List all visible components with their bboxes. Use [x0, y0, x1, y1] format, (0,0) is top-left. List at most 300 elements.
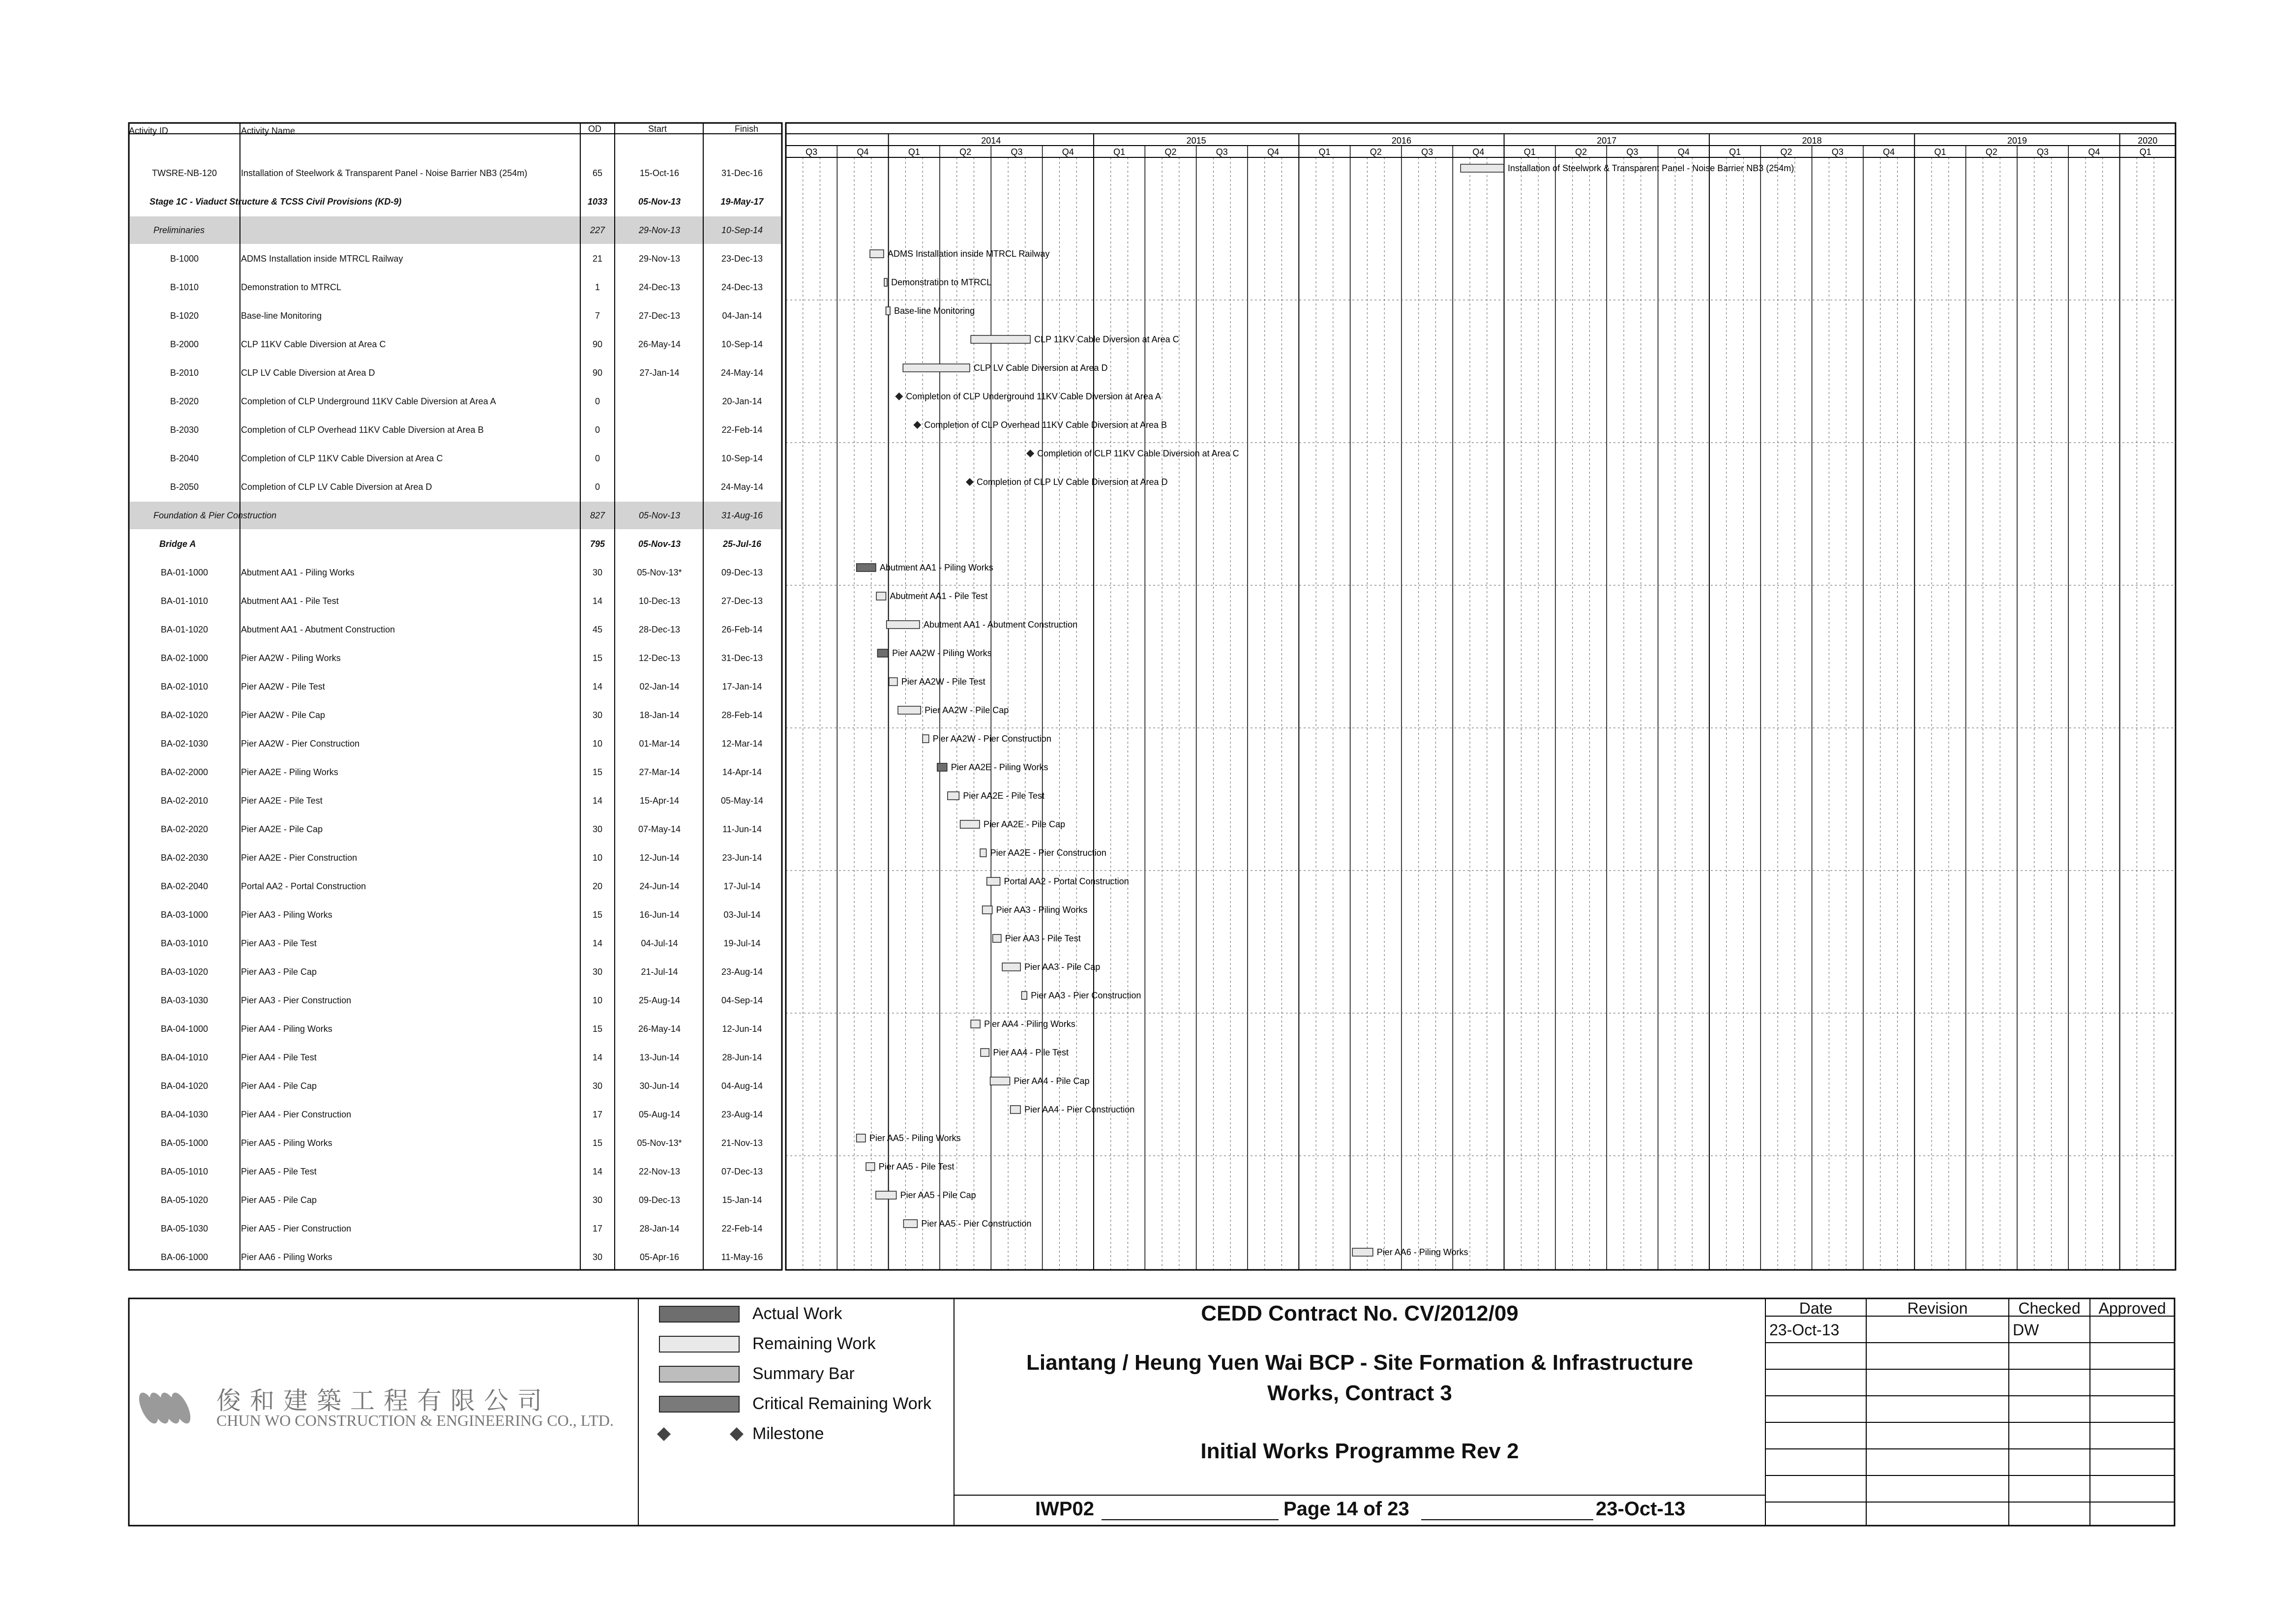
start-cell: 29-Nov-13 — [638, 225, 681, 235]
activity-name-cell: ADMS Installation inside MTRCL Railway — [241, 254, 403, 264]
finish-cell: 19-May-17 — [720, 197, 764, 207]
od-cell: 14 — [592, 596, 603, 606]
finish-cell: 03-Jul-14 — [723, 910, 761, 920]
milestone-icon — [966, 478, 974, 486]
od-cell: 65 — [592, 168, 603, 178]
col-header-od: OD — [588, 124, 601, 134]
activity-id-cell: B-2010 — [170, 368, 199, 378]
company-name-en: CHUN WO CONSTRUCTION & ENGINEERING CO., LTD. — [216, 1412, 614, 1429]
legend-label-summary-bar: Summary Bar — [752, 1364, 855, 1383]
activity-id-cell: BA-05-1000 — [160, 1138, 209, 1148]
start-cell: 04-Jul-14 — [641, 938, 678, 948]
activity-id-cell: TWSRE-NB-120 — [151, 168, 217, 178]
legend-label-critical-remaining-work: Critical Remaining Work — [752, 1394, 932, 1413]
bar-label: Pier AA5 - Pile Test — [878, 1162, 954, 1172]
activity-name-cell: Pier AA2W - Pile Cap — [241, 710, 326, 720]
finish-cell: 25-Jul-16 — [722, 539, 762, 549]
activity-name-cell: Installation of Steelwork & Transparent Panel - Noise Barrier NB3 (254m) — [241, 168, 528, 178]
finish-cell: 31-Dec-16 — [721, 168, 763, 178]
quarter-label: Q1 — [1729, 147, 1741, 157]
start-cell: 25-Aug-14 — [638, 995, 681, 1005]
task-bar — [857, 1134, 865, 1142]
start-cell: 01-Mar-14 — [639, 739, 680, 749]
activity-name-cell: Abutment AA1 - Piling Works — [241, 568, 355, 577]
finish-cell: 12-Mar-14 — [721, 739, 763, 749]
bar-label: Pier AA5 - Pile Cap — [900, 1190, 976, 1200]
finish-cell: 04-Sep-14 — [721, 995, 763, 1005]
quarter-label: Q1 — [1523, 147, 1536, 157]
od-cell: 7 — [595, 311, 600, 321]
start-cell: 05-Nov-13* — [637, 568, 682, 577]
task-bar — [870, 250, 884, 258]
summary-label: Stage 1C - Viaduct Structure & TCSS Civil Provisions (KD-9) — [149, 197, 402, 207]
od-cell: 17 — [592, 1224, 603, 1233]
quarter-label: Q3 — [1626, 147, 1639, 157]
bar-label: Completion of CLP 11KV Cable Diversion at Area C — [1037, 449, 1239, 458]
od-cell: 15 — [592, 1138, 603, 1148]
od-cell: 90 — [592, 339, 603, 349]
legend-label-milestone: Milestone — [752, 1424, 824, 1443]
task-bar — [887, 621, 920, 629]
od-cell: 30 — [592, 1252, 603, 1262]
start-cell: 27-Dec-13 — [638, 311, 681, 321]
table-row — [130, 245, 780, 272]
od-cell: 14 — [592, 1053, 603, 1062]
table-row — [130, 473, 780, 501]
start-cell: 05-Nov-13 — [638, 539, 681, 549]
activity-name-cell: Pier AA4 - Pile Cap — [241, 1081, 317, 1091]
table-row — [130, 445, 780, 472]
table-row — [130, 758, 780, 786]
start-cell: 05-Nov-13 — [638, 197, 681, 207]
table-row — [130, 273, 780, 301]
activity-id-cell: BA-02-2040 — [160, 881, 209, 891]
task-bar — [980, 849, 986, 857]
legend-label-remaining-work: Remaining Work — [752, 1334, 876, 1353]
finish-cell: 05-May-14 — [720, 796, 764, 806]
year-label: 2019 — [2007, 136, 2027, 146]
od-cell: 0 — [595, 453, 600, 463]
start-cell: 21-Jul-14 — [641, 967, 678, 977]
bar-label: CLP LV Cable Diversion at Area D — [973, 363, 1108, 373]
task-bar — [987, 877, 1000, 885]
start-cell: 09-Dec-13 — [638, 1195, 681, 1205]
quarter-label: Q1 — [1934, 147, 1946, 157]
activity-id-cell: BA-02-2010 — [160, 796, 209, 806]
activity-name-cell: CLP 11KV Cable Diversion at Area C — [241, 339, 386, 349]
task-bar — [884, 278, 887, 286]
task-bar — [1002, 963, 1020, 971]
band-label: Preliminaries — [153, 225, 205, 235]
od-cell: 30 — [592, 710, 603, 720]
year-label: 2015 — [1186, 136, 1206, 146]
rev-row-checked: DW — [2013, 1321, 2039, 1339]
activity-name-cell: Pier AA3 - Pier Construction — [241, 995, 352, 1005]
bar-label: Pier AA5 - Pier Construction — [921, 1219, 1032, 1229]
activity-id-cell: BA-05-1010 — [160, 1167, 209, 1176]
od-cell: 15 — [592, 1024, 603, 1034]
rev-row-date: 23-Oct-13 — [1769, 1321, 1840, 1339]
quarter-label: Q2 — [1985, 147, 1998, 157]
year-label: 2020 — [2138, 136, 2158, 146]
table-row — [130, 1101, 780, 1128]
activity-id-cell: B-2030 — [170, 425, 199, 435]
year-label: 2018 — [1802, 136, 1822, 146]
activity-name-cell: Pier AA5 - Piling Works — [241, 1138, 332, 1148]
table-row — [130, 1158, 780, 1185]
finish-cell: 07-Dec-13 — [721, 1167, 763, 1176]
table-row — [130, 587, 780, 615]
start-cell: 24-Dec-13 — [638, 282, 681, 292]
quarter-label: Q3 — [1011, 147, 1023, 157]
od-cell: 17 — [592, 1110, 603, 1119]
quarter-label: Q1 — [908, 147, 920, 157]
task-bar — [923, 735, 929, 743]
table-row — [130, 416, 780, 444]
task-bar — [981, 1049, 989, 1056]
quarter-label: Q3 — [2037, 147, 2049, 157]
activity-id-cell: BA-02-2000 — [160, 767, 209, 777]
finish-cell: 15-Jan-14 — [722, 1195, 762, 1205]
bar-label: Completion of CLP Underground 11KV Cable Diversion at Area A — [906, 391, 1161, 401]
start-cell: 13-Jun-14 — [639, 1053, 680, 1062]
task-bar — [960, 820, 980, 828]
finish-cell: 21-Nov-13 — [721, 1138, 763, 1148]
task-bar — [898, 706, 921, 714]
start-cell: 15-Oct-16 — [639, 168, 680, 178]
task-bar — [903, 1220, 917, 1228]
legend-label-actual-work: Actual Work — [752, 1304, 842, 1323]
bar-label: CLP 11KV Cable Diversion at Area C — [1034, 334, 1179, 344]
activity-name-cell: Pier AA2E - Pier Construction — [241, 853, 358, 863]
activity-id-cell: BA-02-1010 — [160, 682, 209, 692]
od-cell: 1033 — [587, 197, 608, 207]
task-bar — [876, 592, 886, 600]
start-cell: 05-Apr-16 — [639, 1252, 680, 1262]
company-name-cn: 俊和建築工程有限公司 — [216, 1386, 551, 1415]
activity-id-cell: B-2050 — [170, 482, 199, 492]
activity-name-cell: Pier AA6 - Piling Works — [241, 1252, 332, 1262]
od-cell: 90 — [592, 368, 603, 378]
activity-name-cell: Completion of CLP LV Cable Diversion at Area D — [241, 482, 432, 492]
bar-label: Pier AA2E - Pile Cap — [983, 819, 1066, 829]
table-row — [130, 673, 780, 700]
od-cell: 0 — [595, 425, 600, 435]
page-number: Page 14 of 23 — [1283, 1498, 1409, 1520]
finish-cell: 28-Feb-14 — [721, 710, 763, 720]
activity-id-cell: B-1010 — [170, 282, 199, 292]
task-bar — [857, 564, 876, 571]
activity-id-cell: B-1020 — [170, 311, 199, 321]
table-row — [130, 901, 780, 929]
task-bar — [990, 1077, 1010, 1085]
quarter-label: Q2 — [1575, 147, 1587, 157]
task-bar — [903, 364, 970, 372]
quarter-label: Q4 — [2088, 147, 2100, 157]
bar-label: ADMS Installation inside MTRCL Railway — [887, 249, 1050, 259]
quarter-label: Q4 — [1267, 147, 1280, 157]
legend-milestone-icon — [649, 1424, 747, 1444]
bar-label: Base-line Monitoring — [894, 306, 975, 316]
finish-cell: 11-Jun-14 — [722, 824, 762, 834]
bar-label: Pier AA4 - Pier Construction — [1024, 1105, 1135, 1114]
start-cell: 18-Jan-14 — [639, 710, 680, 720]
finish-cell: 24-May-14 — [720, 482, 764, 492]
finish-cell: 31-Aug-16 — [721, 511, 763, 520]
od-cell: 795 — [590, 539, 605, 549]
table-row — [130, 1215, 780, 1242]
bar-label: Pier AA2W - Pier Construction — [932, 734, 1051, 744]
rev-header-date: Date — [1799, 1299, 1833, 1317]
finish-cell: 24-Dec-13 — [721, 282, 763, 292]
bar-label: Pier AA4 - Pile Cap — [1014, 1076, 1090, 1086]
bar-label: Completion of CLP Overhead 11KV Cable Diversion at Area B — [924, 420, 1167, 430]
od-cell: 10 — [592, 739, 603, 749]
activity-id-cell: BA-02-1030 — [160, 739, 209, 749]
bar-label: Pier AA3 - Pile Cap — [1024, 962, 1101, 972]
od-cell: 30 — [592, 967, 603, 977]
table-row — [130, 730, 780, 757]
quarter-label: Q2 — [1370, 147, 1382, 157]
task-bar — [948, 792, 959, 800]
table-row — [130, 701, 780, 729]
programme-ref: IWP02 — [1035, 1498, 1095, 1520]
activity-name-cell: Pier AA4 - Pile Test — [241, 1053, 317, 1062]
quarter-label: Q4 — [1062, 147, 1074, 157]
task-bar — [866, 1163, 875, 1171]
activity-name-cell: Completion of CLP 11KV Cable Diversion at Area C — [241, 453, 443, 463]
start-cell: 12-Jun-14 — [639, 853, 680, 863]
task-bar — [971, 335, 1030, 343]
table-row — [130, 644, 780, 672]
task-bar — [889, 678, 897, 686]
bar-label: Pier AA4 - Pile Test — [993, 1048, 1069, 1057]
quarter-label: Q3 — [1421, 147, 1433, 157]
quarter-label: Q4 — [1472, 147, 1485, 157]
activity-id-cell: BA-04-1010 — [160, 1053, 209, 1062]
activity-id-cell: BA-03-1010 — [160, 938, 209, 948]
activity-id-cell: BA-04-1030 — [160, 1110, 209, 1119]
activity-id-cell: B-2040 — [170, 453, 199, 463]
activity-name-cell: Completion of CLP Underground 11KV Cable Diversion at Area A — [241, 396, 496, 406]
finish-cell: 23-Aug-14 — [721, 1110, 763, 1119]
activity-id-cell: BA-03-1020 — [160, 967, 209, 977]
quarter-label: Q2 — [1780, 147, 1792, 157]
bar-label: Completion of CLP LV Cable Diversion at Area D — [976, 477, 1168, 487]
od-cell: 827 — [590, 511, 605, 520]
activity-id-cell: BA-05-1030 — [160, 1224, 209, 1233]
quarter-label: Q1 — [2139, 147, 2151, 157]
table-row — [130, 159, 780, 187]
activity-id-cell: BA-02-1020 — [160, 710, 209, 720]
activity-id-cell: BA-03-1030 — [160, 995, 209, 1005]
activity-name-cell: Pier AA2E - Piling Works — [241, 767, 338, 777]
start-cell: 29-Nov-13 — [638, 254, 681, 264]
bar-label: Pier AA2E - Piling Works — [951, 762, 1048, 772]
rev-header-checked: Checked — [2018, 1299, 2081, 1317]
start-cell: 12-Dec-13 — [638, 653, 681, 663]
od-cell: 30 — [592, 1195, 603, 1205]
finish-cell: 20-Jan-14 — [722, 396, 762, 406]
col-header-activity-name: Activity Name — [241, 126, 296, 136]
project-title-line1: Liantang / Heung Yuen Wai BCP - Site Formation & Infrastructure — [1026, 1351, 1693, 1375]
summary-label: Bridge A — [159, 539, 196, 549]
od-cell: 1 — [595, 282, 600, 292]
od-cell: 10 — [592, 853, 603, 863]
finish-cell: 10-Sep-14 — [721, 339, 763, 349]
od-cell: 30 — [592, 824, 603, 834]
bar-label: Pier AA4 - Piling Works — [984, 1019, 1075, 1029]
year-label: 2017 — [1597, 136, 1617, 146]
bar-label: Demonstration to MTRCL — [891, 277, 992, 287]
activity-name-cell: Abutment AA1 - Abutment Construction — [241, 625, 395, 634]
activity-id-cell: BA-04-1020 — [160, 1081, 209, 1091]
activity-name-cell: Demonstration to MTRCL — [241, 282, 342, 292]
bar-label: Portal AA2 - Portal Construction — [1004, 876, 1129, 886]
od-cell: 30 — [592, 1081, 603, 1091]
start-cell: 22-Nov-13 — [638, 1167, 681, 1176]
quarter-label: Q2 — [1164, 147, 1177, 157]
activity-id-cell: BA-04-1000 — [160, 1024, 209, 1034]
bar-label: Pier AA6 - Piling Works — [1376, 1247, 1468, 1257]
od-cell: 0 — [595, 396, 600, 406]
year-label: 2016 — [1391, 136, 1411, 146]
activity-name-cell: Portal AA2 - Portal Construction — [241, 881, 366, 891]
od-cell: 20 — [592, 881, 603, 891]
finish-cell: 14-Apr-14 — [722, 767, 762, 777]
footer-date: 23-Oct-13 — [1596, 1498, 1686, 1520]
table-row — [130, 1243, 780, 1271]
od-cell: 10 — [592, 995, 603, 1005]
task-bar — [1461, 164, 1504, 172]
od-cell: 15 — [592, 653, 603, 663]
activity-name-cell: CLP LV Cable Diversion at Area D — [241, 368, 375, 378]
task-bar — [983, 906, 992, 914]
activity-name-cell: Pier AA3 - Piling Works — [241, 910, 332, 920]
milestone-icon — [913, 421, 921, 429]
quarter-label: Q1 — [1318, 147, 1331, 157]
programme-title: Initial Works Programme Rev 2 — [1200, 1439, 1519, 1463]
table-row — [130, 388, 780, 415]
finish-cell: 23-Jun-14 — [722, 853, 762, 863]
activity-id-cell: BA-02-1000 — [160, 653, 209, 663]
finish-cell: 17-Jan-14 — [722, 682, 762, 692]
activity-id-cell: BA-02-2020 — [160, 824, 209, 834]
task-bar — [1011, 1106, 1021, 1113]
legend-swatch-remaining-work — [659, 1336, 740, 1353]
activity-name-cell: Pier AA2W - Pile Test — [241, 682, 325, 692]
start-cell: 05-Aug-14 — [638, 1110, 681, 1119]
bar-label: Pier AA3 - Pile Test — [1005, 933, 1081, 943]
finish-cell: 24-May-14 — [720, 368, 764, 378]
od-cell: 14 — [592, 682, 603, 692]
finish-cell: 27-Dec-13 — [721, 596, 763, 606]
col-header-start: Start — [648, 124, 667, 134]
activity-name-cell: Pier AA2W - Piling Works — [241, 653, 341, 663]
finish-cell: 10-Sep-14 — [721, 453, 763, 463]
rev-header-revision: Revision — [1907, 1299, 1968, 1317]
quarter-label: Q1 — [1113, 147, 1126, 157]
finish-cell: 10-Sep-14 — [721, 225, 763, 235]
activity-name-cell: Completion of CLP Overhead 11KV Cable Diversion at Area B — [241, 425, 484, 435]
bar-label: Pier AA2W - Pile Cap — [924, 705, 1009, 715]
summary-row — [130, 188, 780, 215]
activity-id-cell: B-2000 — [170, 339, 199, 349]
company-logo-icon — [139, 1386, 193, 1430]
activity-name-cell: Pier AA3 - Pile Test — [241, 938, 317, 948]
col-header-finish: Finish — [735, 124, 759, 134]
finish-cell: 12-Jun-14 — [722, 1024, 762, 1034]
milestone-icon — [1026, 450, 1034, 457]
finish-cell: 19-Jul-14 — [723, 938, 761, 948]
quarter-label: Q3 — [1216, 147, 1228, 157]
activity-id-cell: B-2020 — [170, 396, 199, 406]
table-row — [130, 1072, 780, 1100]
start-cell: 16-Jun-14 — [639, 910, 680, 920]
finish-cell: 04-Jan-14 — [722, 311, 762, 321]
bar-label: Abutment AA1 - Abutment Construction — [923, 620, 1078, 630]
od-cell: 15 — [592, 767, 603, 777]
finish-cell: 28-Jun-14 — [722, 1053, 762, 1062]
start-cell: 05-Nov-13* — [637, 1138, 682, 1148]
finish-cell: 22-Feb-14 — [721, 425, 763, 435]
bar-label: Pier AA3 - Pier Construction — [1031, 991, 1141, 1000]
start-cell: 05-Nov-13 — [638, 511, 681, 520]
task-bar — [971, 1020, 980, 1028]
task-bar — [876, 1191, 896, 1199]
legend-swatch-critical-remaining-work — [659, 1396, 740, 1413]
bar-label: Pier AA2W - Pile Test — [901, 677, 985, 687]
quarter-label: Q4 — [857, 147, 869, 157]
activity-id-cell: BA-03-1000 — [160, 910, 209, 920]
quarter-label: Q3 — [805, 147, 818, 157]
start-cell: 07-May-14 — [638, 824, 681, 834]
od-cell: 21 — [592, 254, 603, 264]
bar-label: Pier AA2W - Piling Works — [892, 648, 992, 658]
bar-label: Abutment AA1 - Pile Test — [890, 591, 988, 601]
table-row — [130, 815, 780, 843]
finish-cell: 23-Aug-14 — [721, 967, 763, 977]
finish-cell: 09-Dec-13 — [721, 568, 763, 577]
bar-label: Pier AA3 - Piling Works — [996, 905, 1088, 915]
activity-name-cell: Pier AA5 - Pier Construction — [241, 1224, 352, 1233]
activity-id-cell: BA-01-1010 — [160, 596, 209, 606]
finish-cell: 26-Feb-14 — [721, 625, 763, 634]
bar-label: Installation of Steelwork & Transparent Panel - Noise Barrier NB3 (254m) — [1508, 163, 1794, 173]
milestone-icon — [895, 392, 903, 400]
task-bar — [886, 307, 891, 315]
activity-name-cell: Pier AA3 - Pile Cap — [241, 967, 317, 977]
od-cell: 227 — [590, 225, 605, 235]
start-cell: 27-Jan-14 — [639, 368, 680, 378]
bar-label: Abutment AA1 - Piling Works — [880, 563, 993, 572]
bar-label: Pier AA2E - Pier Construction — [990, 848, 1106, 858]
activity-name-cell: Pier AA4 - Piling Works — [241, 1024, 332, 1034]
activity-name-cell: Abutment AA1 - Pile Test — [241, 596, 339, 606]
quarter-label: Q4 — [1677, 147, 1690, 157]
project-title-line2: Works, Contract 3 — [1267, 1381, 1452, 1405]
table-row — [130, 787, 780, 814]
year-label: 2014 — [981, 136, 1001, 146]
legend-swatch-actual-work — [659, 1306, 740, 1323]
activity-name-cell: Base-line Monitoring — [241, 311, 322, 321]
start-cell: 30-Jun-14 — [639, 1081, 680, 1091]
table-row — [130, 302, 780, 330]
finish-cell: 23-Dec-13 — [721, 254, 763, 264]
od-cell: 0 — [595, 482, 600, 492]
start-cell: 28-Dec-13 — [638, 625, 681, 634]
activity-id-cell: BA-05-1020 — [160, 1195, 209, 1205]
